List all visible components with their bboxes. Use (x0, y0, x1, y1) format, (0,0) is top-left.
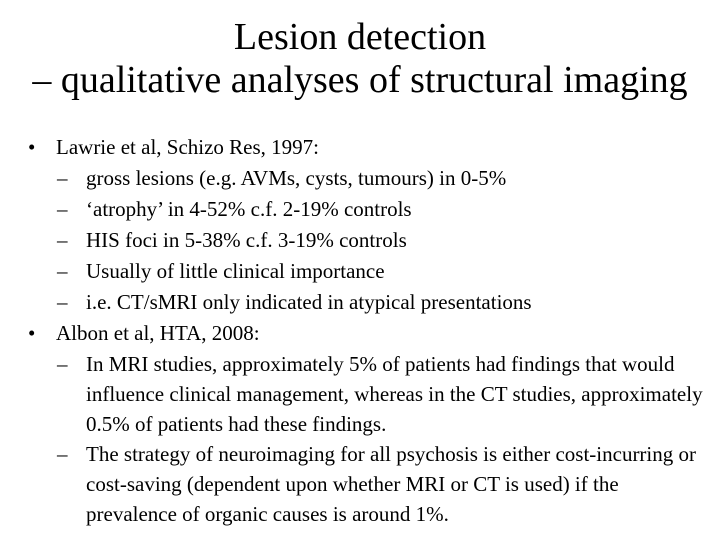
sub-item-text: In MRI studies, approximately 5% of patients had findings that would influence clinical management, whereas in the CT studies, approximately 0.5% of patients had these findings. (86, 352, 703, 436)
sub-item-text: gross lesions (e.g. AVMs, cysts, tumours) in 0-5% (86, 166, 507, 190)
bullet-icon: • (28, 321, 36, 345)
sub-item (28, 287, 708, 318)
bullet-icon: • (28, 135, 36, 159)
dash-icon: – (57, 197, 68, 221)
sub-item (28, 225, 708, 256)
sub-item-text: Usually of little clinical importance (86, 259, 385, 283)
sub-item-text: i.e. CT/sMRI only indicated in atypical presentations (86, 290, 532, 314)
sub-item (28, 439, 708, 529)
sub-item-text: The strategy of neuroimaging for all psychosis is either cost-incurring or cost-saving (dependent upon whether MRI or CT is used) if the prevalence of organic causes is around 1%. (86, 442, 697, 526)
slide-title (0, 16, 720, 102)
sub-item-text: ‘atrophy’ in 4-52% c.f. 2-19% controls (86, 197, 412, 221)
sub-item-text: HIS foci in 5-38% c.f. 3-19% controls (86, 228, 407, 252)
dash-icon: – (57, 166, 68, 190)
dash-icon: – (57, 228, 68, 252)
dash-icon: – (57, 352, 68, 376)
sub-item (28, 256, 708, 287)
slide-body (28, 132, 708, 529)
bullet-lawrie (28, 132, 708, 163)
bullet-text: Lawrie et al, Schizo Res, 1997: (56, 135, 320, 159)
sub-item (28, 349, 708, 439)
sub-item (28, 163, 708, 194)
title-line-1: Lesion detection (233, 16, 487, 58)
dash-icon: – (57, 442, 68, 466)
bullet-text: Albon et al, HTA, 2008: (56, 321, 260, 345)
dash-icon: – (57, 290, 68, 314)
dash-icon: – (57, 259, 68, 283)
sub-item (28, 194, 708, 225)
title-line-2: – qualitative analyses of structural imaging (32, 59, 688, 101)
bullet-albon (28, 318, 708, 349)
